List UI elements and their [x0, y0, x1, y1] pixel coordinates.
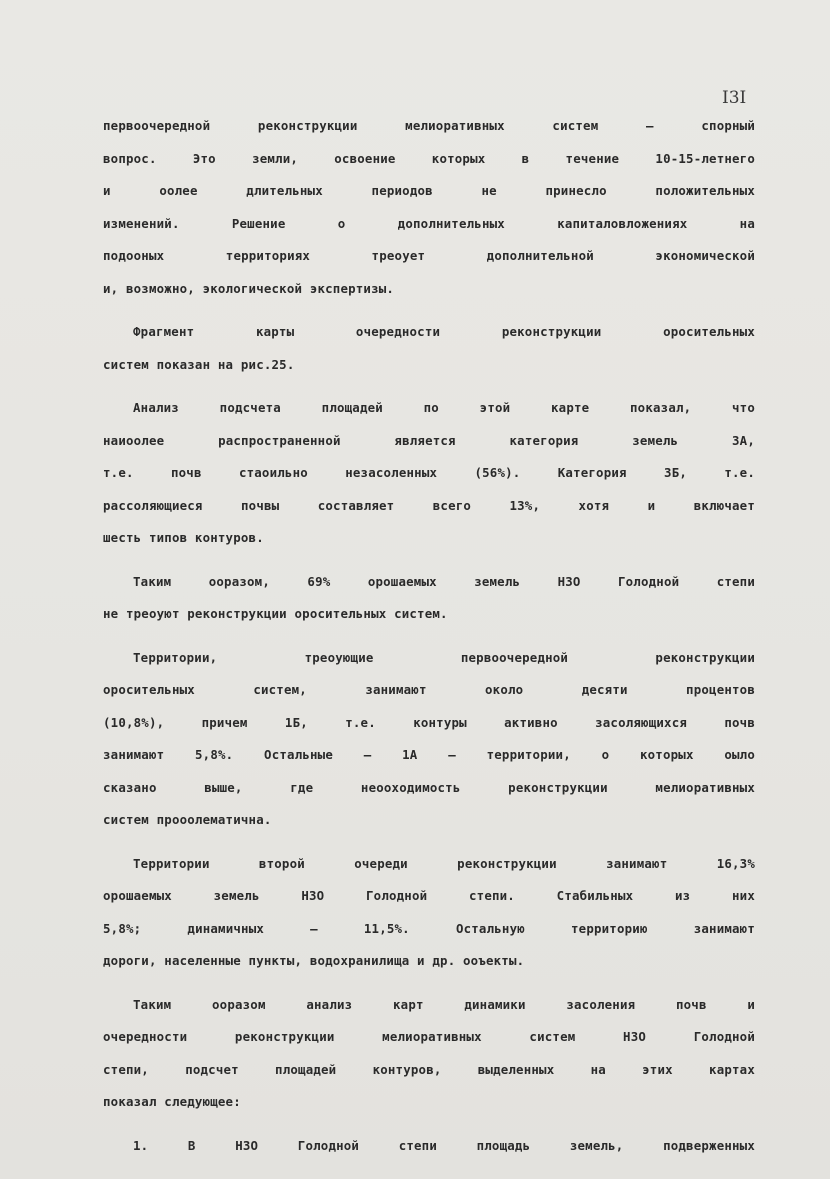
paragraph [103, 110, 755, 305]
paragraph [103, 316, 755, 381]
text-line: Таким ооразом, 69% орошаемых земель НЗО Голодной степи [133, 573, 755, 589]
paragraph [103, 989, 755, 1119]
text-line: первоочередной реконструкции мелиоративных систем – спорный [103, 118, 755, 133]
paragraph [103, 566, 755, 631]
text-line: и, возможно, экологической экспертизы. [103, 280, 395, 296]
text-line: Анализ подсчета площадей по этой карте показал, что [133, 400, 755, 415]
text-line: вопрос. Это земли, освоение которых в течение 10-15-летнего [103, 150, 755, 166]
text-line: показал следующее: [103, 1094, 241, 1109]
text-line: дороги, населенные пункты, водохранилища и др. ооъекты. [103, 953, 525, 968]
paragraph [103, 848, 755, 978]
text-line: изменений. Решение о дополнительных капиталовложениях на [103, 215, 755, 231]
text-line: подооных территориях треоует дополнительной экономической [103, 248, 755, 263]
text-line: (10,8%), причем 1Б, т.е. контуры активно засоляющихся почв [103, 714, 755, 730]
text-line: Территории, треоующие первоочередной реконструкции [133, 649, 755, 665]
text-line: оросительных систем, занимают около десяти процентов [103, 682, 755, 697]
text-line: рассоляющиеся почвы составляет всего 13%, хотя и включает [103, 497, 755, 513]
text-line: наиоолее распространенной является категория земель 3А, [103, 432, 755, 448]
body-text [103, 110, 755, 1173]
text-line: занимают 5,8%. Остальные – 1А – территории, о которых оыло [103, 747, 755, 762]
text-line: 5,8%; динамичных – 11,5%. Остальную территорию занимают [103, 920, 755, 936]
text-line: Таким ооразом анализ карт динамики засоления почв и [133, 996, 755, 1012]
text-line: сказано выше, где неооходимость реконструкции мелиоративных [103, 779, 755, 795]
page-number: I3I [722, 88, 747, 108]
text-line: 1. В НЗО Голодной степи площадь земель, подверженных [133, 1137, 755, 1153]
text-line: не треоуют реконструкции оросительных систем. [103, 606, 448, 621]
text-line: систем прооолематична. [103, 812, 272, 827]
text-line: т.е. почв стаоильно незасоленных (56%). Категория 3Б, т.е. [103, 465, 755, 480]
text-line: Территории второй очереди реконструкции занимают 16,3% [133, 855, 755, 871]
text-line: систем показан на рис.25. [103, 356, 295, 372]
text-line: шесть типов контуров. [103, 530, 264, 545]
text-line: очередности реконструкции мелиоративных систем НЗО Голодной [103, 1029, 755, 1044]
text-line: и оолее длительных периодов не принесло положительных [103, 183, 755, 198]
paragraph [103, 1130, 755, 1163]
text-line: Фрагмент карты очередности реконструкции оросительных [133, 324, 755, 339]
paragraph [103, 642, 755, 837]
text-line: степи, подсчет площадей контуров, выделенных на этих картах [103, 1061, 755, 1077]
paragraph [103, 392, 755, 555]
text-line: орошаемых земель НЗО Голодной степи. Стабильных из них [103, 888, 755, 903]
